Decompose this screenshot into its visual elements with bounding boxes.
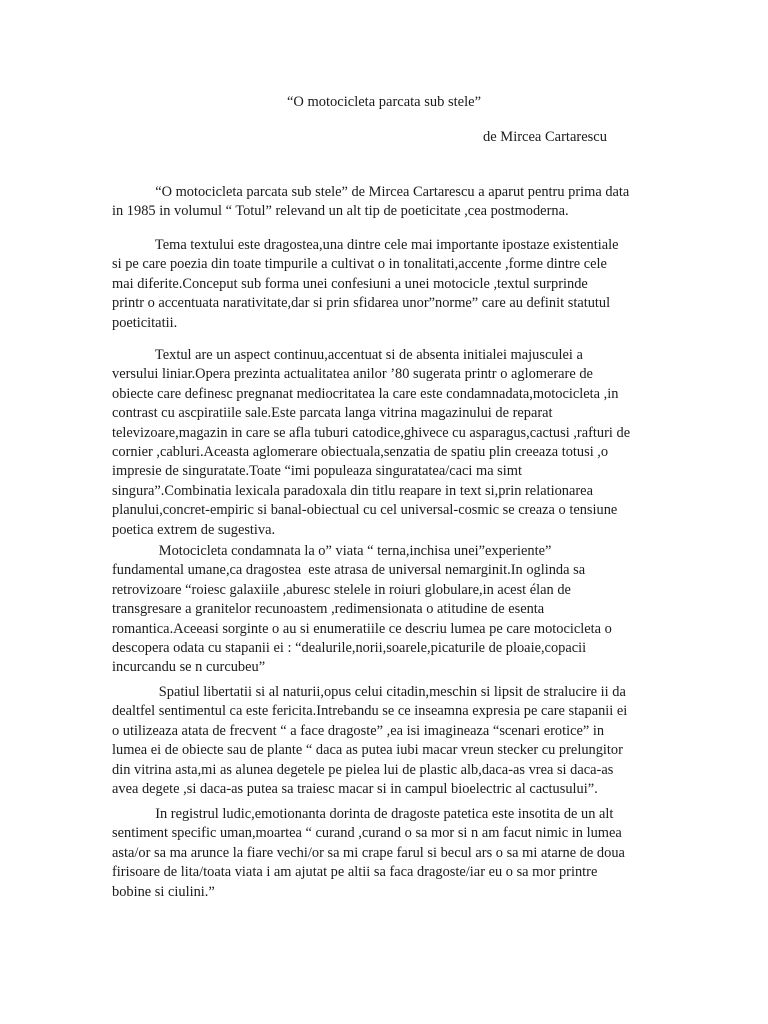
paragraph-line: planului,concret-empiric si banal-obiectual cu cel universal-cosmic se creaza o tensiune xyxy=(112,502,618,519)
paragraph-line: obiecte care definesc pregnanat mediocritatea la care este condamnadata,motocicleta ,in xyxy=(112,385,619,402)
paragraph-line: versului liniar.Opera prezinta actualitatea anilor ’80 sugerata printr o aglomerare de xyxy=(112,366,593,383)
paragraph-line: singura”.Combinatia lexicala paradoxala din titlu reapare in text si,prin relationarea xyxy=(112,482,593,499)
paragraph-line: Tema textului este dragostea,una dintre cele mai importante ipostaze existentiale xyxy=(112,237,619,253)
paragraph-line: printr o accentuata narativitate,dar si prin sfidarea unor”norme” care au definit statutul xyxy=(112,295,611,312)
paragraph-line: asta/or sa ma arunce la fiare vechi/or sa mi crape farul si becul ars o sa mi atarne de doua xyxy=(112,844,625,861)
paragraph-line: romantica.Aceeasi sorginte o au si enumeratiile ce descriu lumea pe care motocicleta o xyxy=(112,620,612,637)
paragraph-line: bobine si ciulini.” xyxy=(112,883,215,900)
paragraph-line: o utilizeaza atata de frecvent “ a face dragoste” ,ea isi imagineaza “scenari erotice” in xyxy=(112,722,605,739)
paragraph-line: “O motocicleta parcata sub stele” de Mircea Cartarescu a aparut pentru prima data xyxy=(112,184,630,200)
paragraph-line: Spatiul libertatii si al naturii,opus celui citadin,meschin si lipsit de stralucire ii da xyxy=(112,684,626,700)
paragraph-line: transgresare a granitelor recunoastem ,redimensionata o atitudine de esenta xyxy=(112,601,545,618)
document-author: de Mircea Cartarescu xyxy=(483,129,607,145)
paragraph-line: poetica extrem de sugestiva. xyxy=(112,521,276,538)
paragraph-line: dealtfel sentimentul ca este fericita.Intrebandu se ce inseamna expresia pe care stapanii ei xyxy=(112,703,628,720)
document-title: “O motocicleta parcata sub stele” xyxy=(286,94,482,110)
paragraph-1 xyxy=(112,183,660,222)
paragraph-line: si pe care poezia din toate timpurile a cultivat o in tonalitati,accente ,forme dintre cele xyxy=(112,256,607,273)
paragraph-4 xyxy=(112,542,660,678)
paragraph-line: in 1985 in volumul “ Totul” relevand un alt tip de poeticitate ,cea postmoderna. xyxy=(112,203,569,220)
paragraph-5 xyxy=(112,683,660,799)
paragraph-line: impresie de singuratate.Toate “imi populeaza singuratatea/caci ma simt xyxy=(112,463,522,480)
paragraph-line: din vitrina asta,mi as alunea degetele pe pielea lui de plastic alb,daca-as vrea si daca-as xyxy=(112,761,614,778)
paragraph-line: contrast cu ascpiratiile sale.Este parcata langa vitrina magazinului de reparat xyxy=(112,405,553,422)
paragraph-line: mai diferite.Conceput sub forma unei confesiuni a unei motocicle ,textul surprinde xyxy=(112,275,588,292)
paragraph-line: Textul are un aspect continuu,accentuat si de absenta initialei majusculei a xyxy=(112,347,583,363)
paragraph-line: avea degete ,si daca-as putea sa traiesc macar si in campul bioelectric al cactusului”. xyxy=(112,781,598,798)
paragraph-6 xyxy=(112,805,660,902)
paragraph-line: incurcandu se n curcubeu” xyxy=(112,659,266,676)
paragraph-line: lumea ei de obiecte sau de plante “ daca as putea iubi macar vreun stecker cu prelungitor xyxy=(112,742,623,759)
paragraph-line: televizoare,magazin in care se afla tuburi catodice,ghivece cu asparagus,cactusi ,rafturi de xyxy=(112,424,631,441)
paragraph-line: firisoare de lita/toata viata i am ajutat pe altii sa faca dragoste/iar eu o sa mor printre xyxy=(112,864,598,881)
paragraph-line: poeticitatii. xyxy=(112,314,178,331)
paragraph-line: cornier ,cabluri.Aceasta aglomerare obiectuala,senzatia de spatiu plin creeaza totusi ,o xyxy=(112,444,609,461)
paragraph-line: retrovizoare “roiesc galaxiile ,aburesc stelele in roiuri globulare,in acest élan de xyxy=(112,581,571,598)
paragraph-2 xyxy=(112,236,660,333)
paragraph-3 xyxy=(112,346,660,540)
paragraph-line: Motocicleta condamnata la o” viata “ terna,inchisa unei”experiente” xyxy=(112,543,552,559)
paragraph-line: fundamental umane,ca dragostea este atrasa de universal nemarginit.In oglinda sa xyxy=(112,562,586,579)
paragraph-line: sentiment specific uman,moartea “ curand ,curand o sa mor si n am facut nimic in lumea xyxy=(112,825,622,842)
paragraph-line: In registrul ludic,emotionanta dorinta de dragoste patetica este insotita de un alt xyxy=(112,806,614,822)
paragraph-line: descopera odata cu stapanii ei : “dealurile,norii,soarele,picaturile de ploaie,copacii xyxy=(112,640,587,657)
